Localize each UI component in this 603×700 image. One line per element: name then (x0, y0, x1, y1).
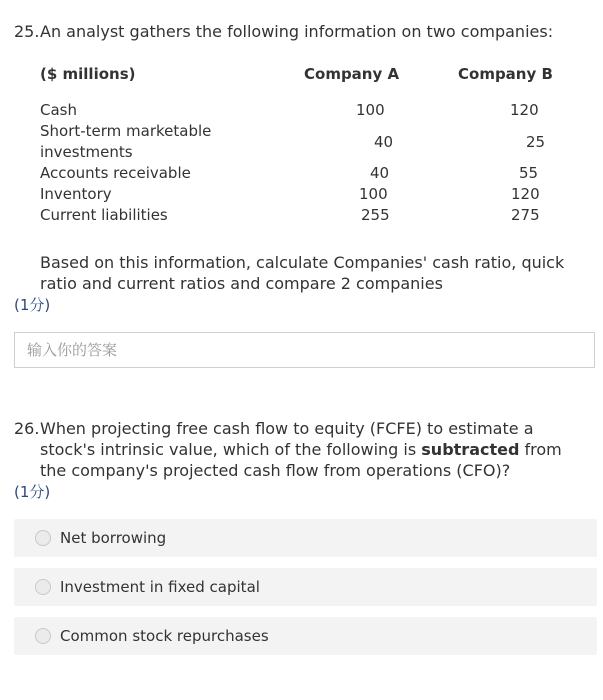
radio-button-icon[interactable] (35, 628, 51, 644)
table-row (40, 184, 578, 205)
radio-button-icon[interactable] (35, 579, 51, 595)
cell-company-a: 40 (374, 132, 394, 151)
score-label: (1分) (14, 483, 51, 501)
cell-company-a: 100 (356, 101, 385, 119)
table-row (40, 163, 578, 184)
table-header-row (40, 60, 578, 88)
row-label: Accounts receivable (40, 164, 191, 182)
cell-company-a: 255 (361, 206, 390, 224)
option-net-borrowing[interactable] (14, 519, 597, 557)
table-row (40, 205, 578, 226)
cell-company-b: 275 (511, 206, 540, 224)
option-investment-in-fixed-capital[interactable] (14, 568, 597, 606)
question-text-part: from the company's projected cash flow from operations (CFO)? (40, 440, 562, 480)
option-label: Investment in fixed capital (60, 578, 260, 596)
row-label: Short-term marketable investments (40, 122, 212, 161)
answer-input[interactable]: 输入你的答案 (14, 332, 595, 368)
option-label: Net borrowing (60, 529, 167, 547)
question-text (40, 418, 589, 481)
cell-company-a: 40 (370, 164, 390, 182)
question-text-part: When projecting free cash flow to equity (FCFE) to estimate a stock's intrinsic value, which of the following is (40, 419, 534, 459)
row-label: Cash (40, 101, 77, 119)
table-row (40, 121, 578, 163)
score-label: (1分) (14, 296, 51, 314)
cell-company-b: 120 (511, 185, 540, 203)
cell-company-a: 100 (359, 185, 388, 203)
financial-table (40, 60, 578, 226)
option-common-stock-repurchases[interactable] (14, 617, 597, 655)
row-label: Inventory (40, 185, 112, 203)
table-row (40, 100, 578, 121)
option-label: Common stock repurchases (60, 627, 269, 645)
question-instruction: Based on this information, calculate Companies' cash ratio, quick ratio and current ratios and compare 2 companies (40, 253, 565, 293)
cell-company-b: 55 (519, 164, 539, 182)
table-header-company-b: Company B (458, 65, 553, 83)
question-number: 26. (14, 419, 40, 438)
radio-button-icon[interactable] (35, 530, 51, 546)
question-number: 25. (14, 22, 40, 41)
row-label: Current liabilities (40, 206, 168, 224)
question-text: An analyst gathers the following information on two companies: (40, 22, 554, 41)
question-text-emphasis: subtracted (421, 440, 520, 459)
cell-company-b: 120 (510, 101, 539, 119)
cell-company-b: 25 (526, 132, 546, 151)
table-header-company-a: Company A (304, 65, 400, 83)
table-header-units: ($ millions) (40, 65, 136, 83)
